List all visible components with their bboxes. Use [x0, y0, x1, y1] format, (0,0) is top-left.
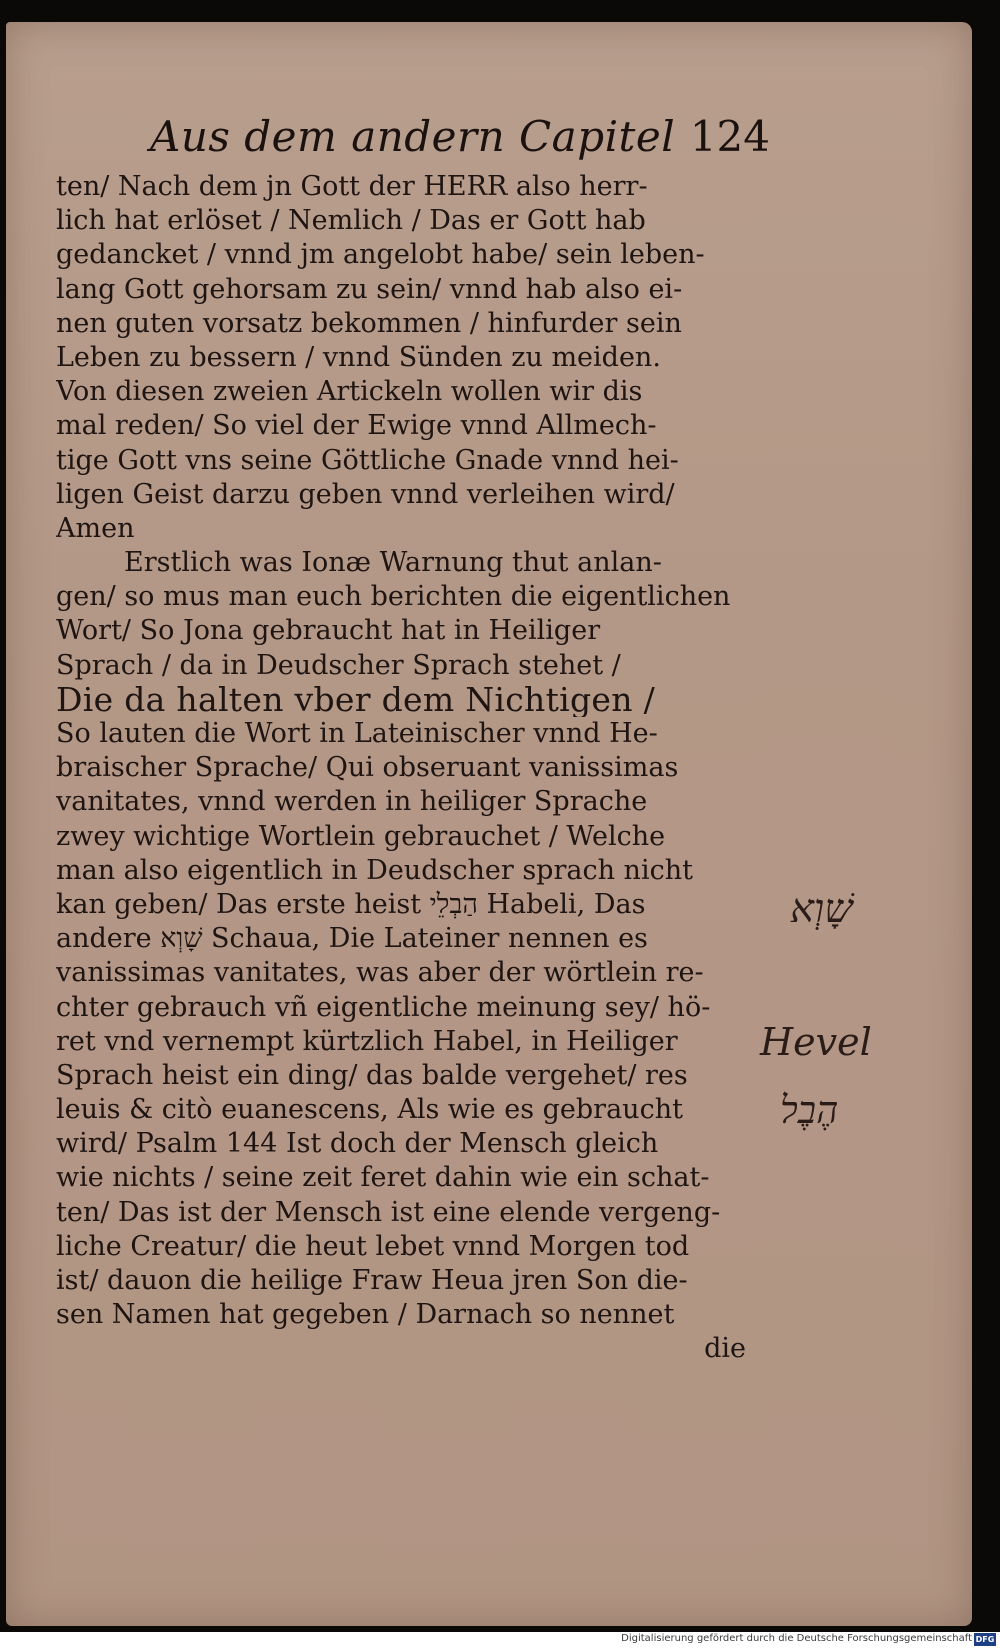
text-line: lich hat erlöset / Nemlich / Das er Gott hab	[56, 205, 646, 237]
text-line: So lauten die Wort in Lateinischer vnnd He-	[56, 718, 658, 749]
text-line: sen Namen hat gegeben / Darnach so nennet	[56, 1299, 675, 1331]
text-line: ligen Geist darzu geben vnnd verleihen wird/	[56, 478, 675, 510]
text-line: wie nichts / seine zeit feret dahin wie ein schat-	[56, 1162, 710, 1194]
emphasized-quote-line: Die da halten vber dem Nichtigen /	[56, 682, 656, 717]
text-line: ten/ Nach dem jn Gott der HERR also herr-	[56, 171, 648, 202]
text-line: vanitates, vnnd werden in heiliger Sprache	[56, 786, 648, 818]
text-line: mal reden/ So viel der Ewige vnnd Allmech-	[56, 410, 657, 442]
running-head: Aus dem andern Capitel	[150, 112, 676, 161]
text-line: lang Gott gehorsam zu sein/ vnnd hab also ei-	[56, 273, 683, 305]
margin-note-hebrew-1: שָׁוְא	[790, 886, 853, 932]
text-line: Wort/ So Jona gebraucht hat in Heiliger	[56, 615, 601, 647]
dfg-logo-icon: DFG	[975, 1635, 995, 1644]
text-line: gedancket / vnnd jm angelobt habe/ sein leben-	[56, 239, 705, 271]
text-line: liche Creatur/ die heut lebet vnnd Morgen tod	[56, 1230, 690, 1262]
text-line: Sprach heist ein ding/ das balde vergehet/ res	[56, 1059, 688, 1091]
text-line: vanissimas vanitates, was aber der wörtlein re-	[56, 957, 704, 989]
text-line: nen guten vorsatz bekommen / hinfurder sein	[56, 307, 682, 339]
text-line: ist/ dauon die heilige Fraw Heua jren Son die-	[56, 1265, 688, 1296]
text-line: tige Gott vns seine Göttliche Gnade vnnd hei-	[56, 444, 679, 476]
text-line: ten/ Das ist der Mensch ist eine elende vergeng-	[56, 1196, 721, 1228]
paragraph-start-line: Erstlich was Ionæ Warnung thut anlan-	[124, 547, 662, 579]
text-line: Amen	[56, 512, 135, 544]
text-line: Von diesen zweien Artickeln wollen wir dis	[56, 376, 643, 408]
margin-note-latin: Hevel	[760, 1020, 872, 1064]
text-line: man also eigentlich in Deudscher sprach nicht	[56, 854, 693, 886]
text-line: ret vnd vernempt kürtzlich Habel, in Heiliger	[56, 1025, 678, 1057]
page-number: 124	[689, 112, 770, 161]
text-line: gen/ so mus man euch berichten die eigentlichen	[56, 581, 731, 613]
text-line: andere שָׁוְא Schaua, Die Lateiner nennen es	[56, 923, 648, 955]
margin-note-hebrew-2: הֶבֶל	[780, 1088, 839, 1132]
text-line: Sprach / da in Deudscher Sprach stehet /	[56, 649, 621, 681]
text-line: chter gebrauch vñ eigentliche meinung sey/ hö-	[56, 991, 711, 1023]
catchword: die	[704, 1333, 746, 1365]
funding-credit: Digitalisierung gefördert durch die Deutsche Forschungsgemeinschaft	[621, 1633, 972, 1644]
body-text	[56, 170, 746, 1367]
page-header	[150, 112, 770, 172]
text-line: wird/ Psalm 144 Ist doch der Mensch gleich	[56, 1128, 659, 1160]
text-line: kan geben/ Das erste heist הַבְלֵי Habeli, Das	[56, 888, 646, 920]
text-line: leuis & citò euanescens, Als wie es gebraucht	[56, 1094, 683, 1126]
handwritten-margin-notes	[760, 880, 960, 1160]
text-line: Leben zu bessern / vnnd Sünden zu meiden.	[56, 341, 661, 373]
text-line: braischer Sprache/ Qui obseruant vanissimas	[56, 752, 679, 784]
text-line: zwey wichtige Wortlein gebrauchet / Welche	[56, 820, 666, 852]
